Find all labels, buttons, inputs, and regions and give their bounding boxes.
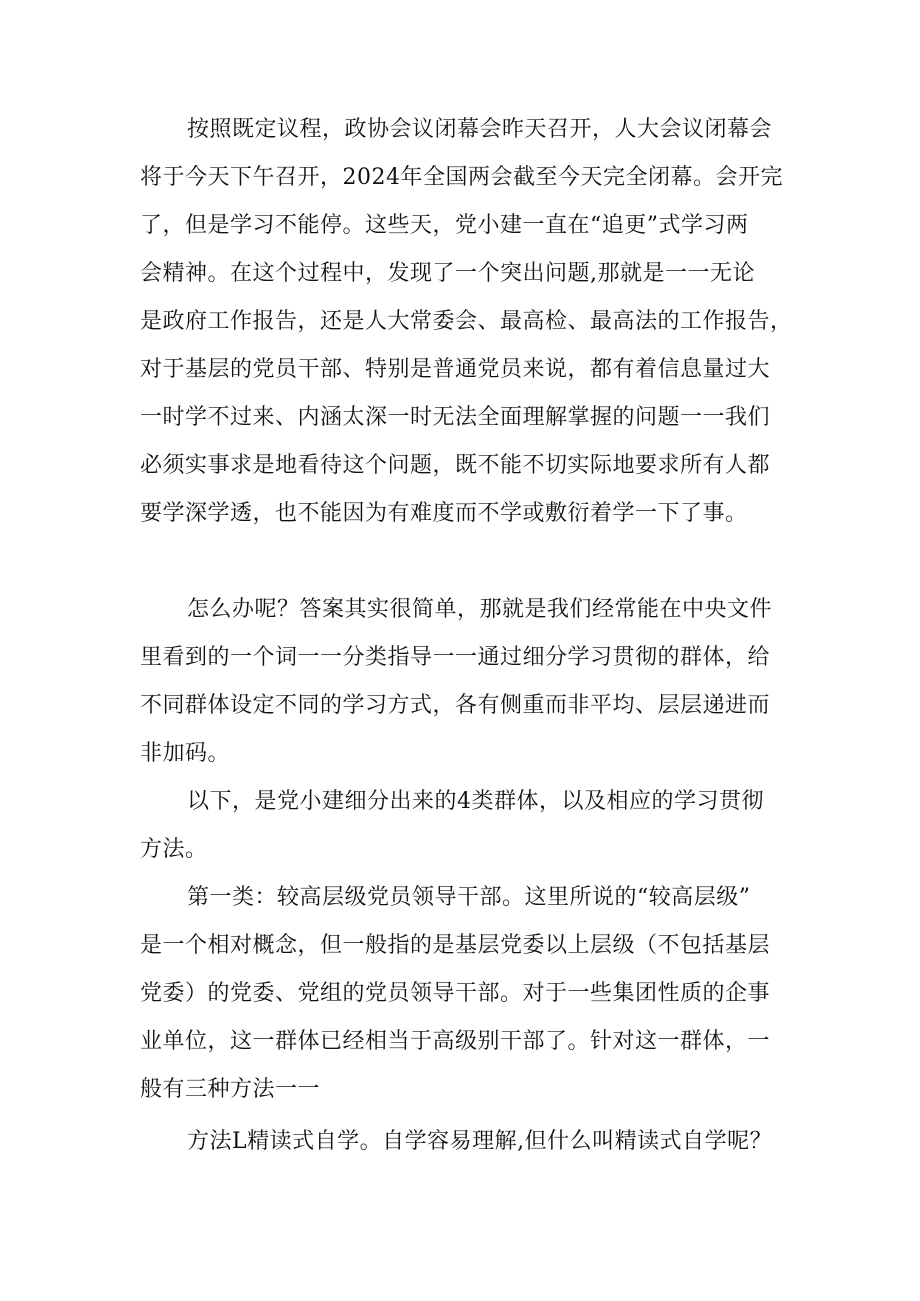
paragraph-2-line-2: 里看到的一个词一一分类指导一一通过细分学习贯彻的群体，给 [140,645,771,670]
paragraph-2-line-1: 怎么办呢？答案其实很简单，那就是我们经常能在中央文件 [187,597,773,622]
paragraph-1-line-7: 一时学不过来、内涵太深一时无法全面理解掌握的问题一一我们 [140,405,771,430]
paragraph-1-line-1: 按照既定议程，政协会议闭幕会昨天召开，人大会议闭幕会 [187,117,773,142]
paragraph-4-line-3: 党委）的党委、党组的党员领导干部。对于一些集团性质的企事 [140,981,771,1006]
paragraph-1-line-5: 是政府工作报告，还是人大常委会、最高检、最高法的工作报告， [140,309,793,334]
paragraph-2-line-4: 非加码。 [140,741,231,766]
paragraph-3-line-2: 方法。 [140,837,208,862]
paragraph-4-line-1: 第一类：较高层级党员领导干部。这里所说的“较高层级” [187,885,751,910]
paragraph-1-line-2: 将于今天下午召开，2024年全国两会截至今天完全闭幕。会开完 [140,165,783,190]
paragraph-1-line-3: 了，但是学习不能停。这些天，党小建一直在“追更”式学习两 [140,213,749,238]
paragraph-4-line-2: 是一个相对概念，但一般指的是基层党委以上层级（不包括基层 [140,933,771,958]
paragraph-1-line-6: 对于基层的党员干部、特别是普通党员来说，都有着信息量过大 [140,357,771,382]
paragraph-4-line-5: 般有三种方法一一 [140,1077,321,1102]
paragraph-3-line-1: 以下，是党小建细分出来的4类群体，以及相应的学习贯彻 [187,789,764,814]
paragraph-4-line-4: 业单位，这一群体已经相当于高级别干部了。针对这一群体，一 [140,1029,771,1054]
paragraph-2-line-3: 不同群体设定不同的学习方式，各有侧重而非平均、层层递进而 [140,693,771,718]
paragraph-1-line-4: 会精神。在这个过程中，发现了一个突出问题,那就是一一无论 [140,261,755,286]
paragraph-1-line-8: 必须实事求是地看待这个问题，既不能不切实际地要求所有人都 [140,453,771,478]
paragraph-1-line-9: 要学深学透，也不能因为有难度而不学或敷衍着学一下了事。 [140,501,748,526]
paragraph-5-line-1: 方法L精读式自学。自学容易理解,但什么叫精读式自学呢？ [187,1129,773,1154]
